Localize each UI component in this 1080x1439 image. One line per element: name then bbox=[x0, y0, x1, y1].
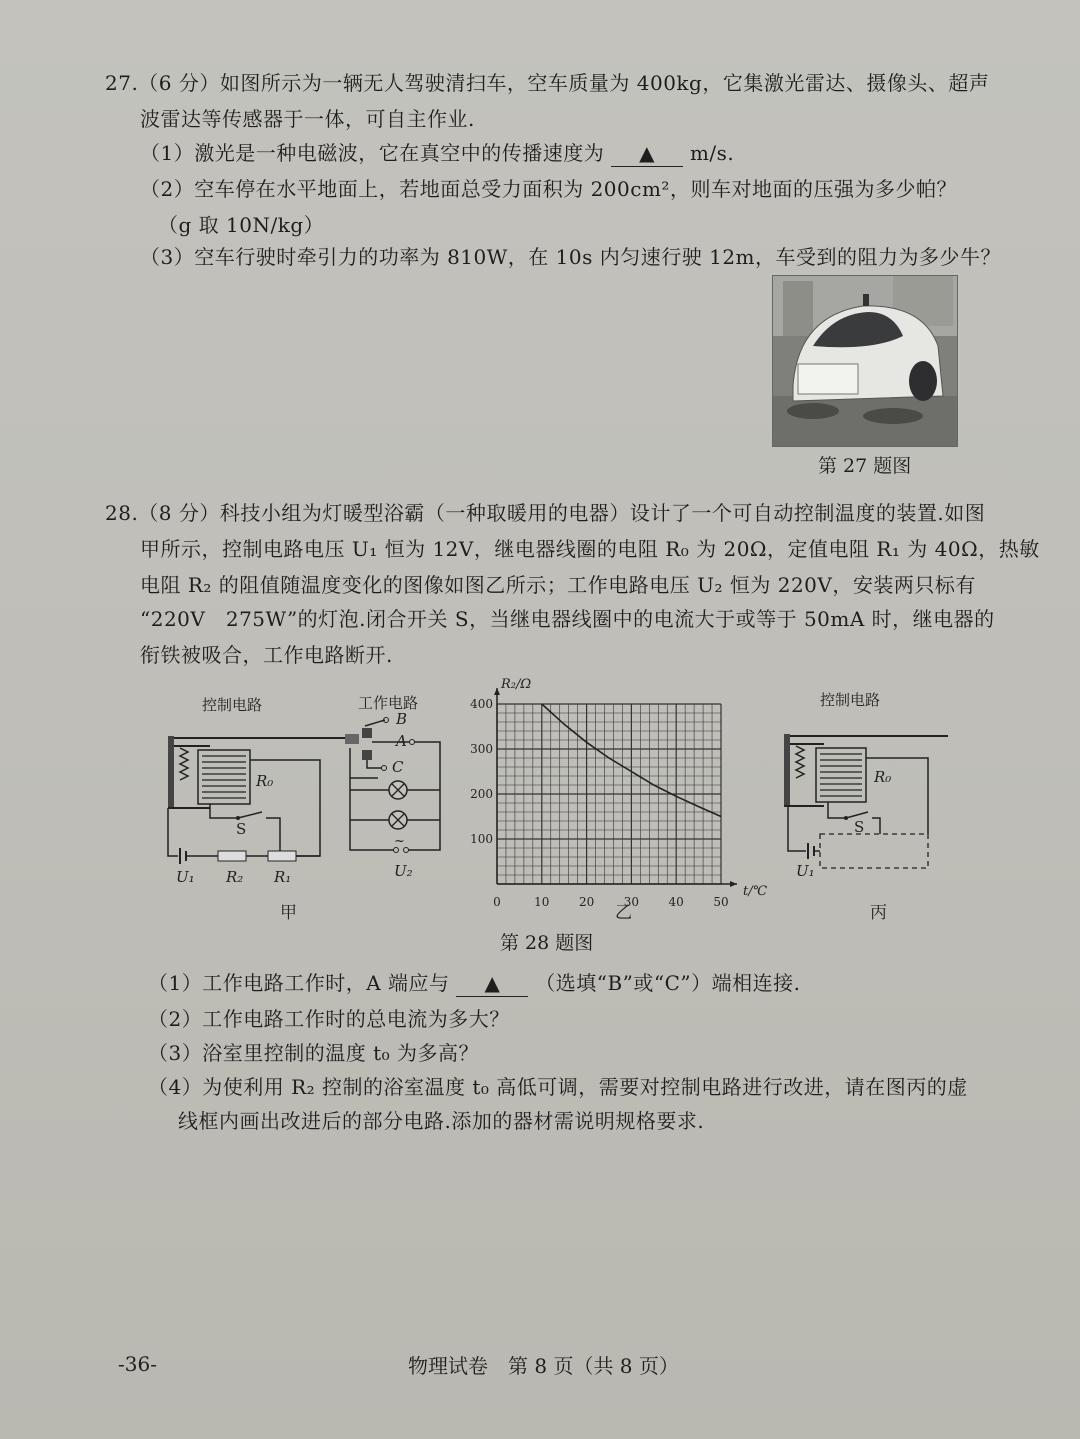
q28-sub4a: （4）为使利用 R₂ 控制的浴室温度 t₀ 高低可调，需要对控制电路进行改进，请在图丙的虚 bbox=[148, 1075, 968, 1099]
bing-R0: R₀ bbox=[874, 768, 892, 786]
q27-sub1 bbox=[140, 140, 734, 167]
jia-U2: U₂ bbox=[394, 862, 413, 880]
jia-A: A bbox=[396, 732, 407, 750]
jia-U1: U₁ bbox=[176, 868, 195, 886]
chart-grid bbox=[497, 704, 721, 884]
q28-sub1-choice: （选填“B”或“C”）端相连接. bbox=[535, 971, 801, 995]
q28-sub1-text: （1）工作电路工作时，A 端应与 bbox=[148, 971, 450, 995]
jia-S: S bbox=[236, 820, 247, 838]
jia-figure-name: 甲 bbox=[280, 903, 297, 923]
chart-x-tick-label: 0 bbox=[493, 895, 501, 909]
q28-line3: 电阻 R₂ 的阻值随温度变化的图像如图乙所示；工作电路电压 U₂ 恒为 220V，安装两只标有 bbox=[140, 573, 976, 597]
sweeper-car-illustration bbox=[773, 276, 957, 446]
q27-line2: 波雷达等传感器于一体，可自主作业. bbox=[140, 107, 475, 131]
chart-ticks bbox=[470, 688, 737, 909]
jia-C: C bbox=[392, 758, 404, 776]
sweeper-car-photo bbox=[772, 275, 958, 447]
jia-R2: R₂ bbox=[226, 868, 244, 886]
q28-line4: “220V 275W”的灯泡.闭合开关 S，当继电器线圈中的电流大于或等于 50mA 时，继电器的 bbox=[140, 607, 995, 631]
jia-B: B bbox=[396, 710, 408, 728]
chart-xlabel: t/℃ bbox=[743, 884, 768, 899]
q27-sub1-text: （1）激光是一种电磁波，它在真空中的传播速度为 bbox=[140, 141, 605, 165]
q27-sub3: （3）空车行驶时牵引力的功率为 810W，在 10s 内匀速行驶 12m，车受到的阻力为多少牛？ bbox=[140, 245, 1002, 269]
q27-line1: 27.（6 分）如图所示为一辆无人驾驶清扫车，空车质量为 400kg，它集激光雷达、摄像头、超声 bbox=[105, 71, 990, 95]
bing-S: S bbox=[854, 818, 865, 836]
chart-x-tick-label: 10 bbox=[534, 895, 550, 909]
figure-bing-circuit bbox=[780, 686, 960, 926]
chart-y-tick-label: 300 bbox=[470, 742, 493, 756]
chart-ylabel: R₂/Ω bbox=[501, 677, 532, 692]
jia-R0: R₀ bbox=[256, 772, 274, 790]
q27-sub1-unit: m/s. bbox=[689, 141, 735, 165]
page-footer: 物理试卷 第 8 页（共 8 页） bbox=[408, 1354, 679, 1378]
figure-jia-circuit bbox=[150, 688, 470, 928]
q28-sub2: （2）工作电路工作时的总电流为多大？ bbox=[148, 1007, 510, 1031]
q28-sub4b: 线框内画出改进后的部分电路.添加的器材需说明规格要求. bbox=[178, 1109, 705, 1133]
jia-ac-symbol: ~ bbox=[394, 834, 405, 849]
chart-x-tick-label: 20 bbox=[578, 895, 595, 909]
chart-y-arrow bbox=[494, 688, 500, 695]
chart-x-tick-label: 50 bbox=[713, 895, 729, 909]
chart-x-tick-label: 40 bbox=[668, 895, 684, 909]
q28-line2: 甲所示，控制电路电压 U₁ 恒为 12V，继电器线圈的电阻 R₀ 为 20Ω，定值电阻 R₁ 为 40Ω，热敏 bbox=[140, 537, 1040, 561]
yi-figure-name: 乙 bbox=[615, 903, 632, 923]
q27-figure-caption: 第 27 题图 bbox=[818, 455, 912, 477]
page-number-left: -36- bbox=[118, 1352, 157, 1376]
bing-control-label: 控制电路 bbox=[820, 691, 881, 709]
figure-yi-chart bbox=[465, 672, 775, 924]
chart-x-arrow bbox=[730, 881, 737, 887]
chart-y-tick-label: 100 bbox=[470, 832, 493, 846]
jia-R1: R₁ bbox=[274, 868, 292, 886]
q28-figure-caption: 第 28 题图 bbox=[500, 932, 594, 954]
bing-U1: U₁ bbox=[796, 862, 815, 880]
q27-sub1-blank: ▲ bbox=[611, 140, 683, 167]
q28-sub3: （3）浴室里控制的温度 t₀ 为多高？ bbox=[148, 1041, 479, 1065]
bing-dashed-box bbox=[820, 834, 928, 868]
chart-x-tick-label: 30 bbox=[623, 895, 640, 909]
q27-sub2b: （g 取 10N/kg） bbox=[158, 213, 325, 237]
q27-sub2: （2）空车停在水平地面上，若地面总受力面积为 200cm²，则车对地面的压强为多少帕？ bbox=[140, 177, 957, 201]
q28-sub1 bbox=[148, 970, 801, 997]
jia-control-label: 控制电路 bbox=[202, 696, 263, 714]
chart-y-tick-label: 200 bbox=[470, 787, 493, 801]
q28-line5: 衔铁被吸合，工作电路断开. bbox=[140, 643, 393, 667]
q28-line1: 28.（8 分）科技小组为灯暖型浴霸（一种取暖用的电器）设计了一个可自动控制温度的装置.如图 bbox=[105, 501, 986, 525]
jia-work-label: 工作电路 bbox=[358, 694, 419, 712]
q28-sub1-blank: ▲ bbox=[456, 970, 528, 997]
bing-figure-name: 丙 bbox=[870, 903, 887, 923]
chart-y-tick-label: 400 bbox=[470, 697, 493, 711]
